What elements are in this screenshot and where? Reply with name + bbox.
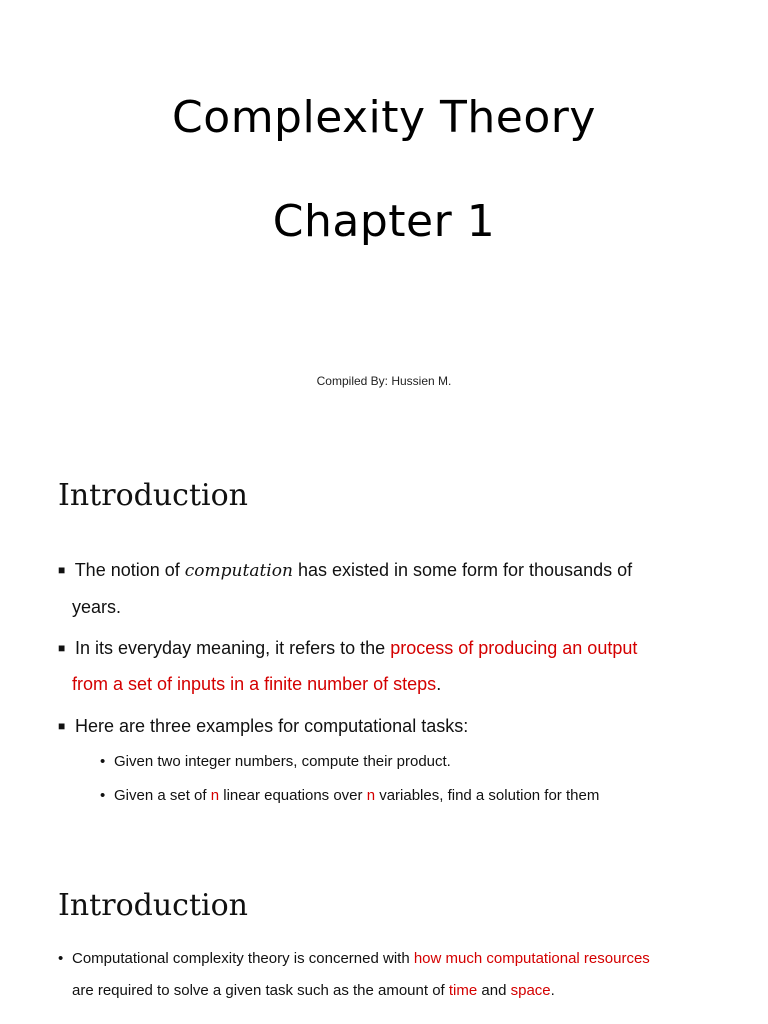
highlight-text: from a set of inputs in a finite number of steps [72, 674, 437, 694]
bullet-text: In its everyday meaning, it refers to the [75, 638, 386, 658]
bullet-complexity [58, 943, 718, 1007]
variable-n: n [366, 787, 376, 804]
variable-n: n [210, 787, 220, 804]
bullet-text: . [550, 982, 555, 999]
section-heading: Introduction [58, 478, 248, 513]
dot-bullet-icon: • [100, 753, 106, 770]
bullet-text: . [436, 674, 442, 694]
bullet-continuation [58, 975, 718, 1007]
bullet-text: has existed in some form for thousands of [297, 560, 633, 580]
square-bullet-icon: ■ [58, 641, 66, 655]
sub-bullet-text: linear equations over [223, 787, 363, 804]
bullet-continuation: years. [72, 597, 122, 617]
slide-subtitle: Chapter 1 [272, 196, 496, 247]
author-credit: Compiled By: Hussien M. [316, 374, 452, 388]
square-bullet-icon: ■ [58, 563, 66, 577]
resource-space: space [510, 982, 551, 999]
sub-bullet-text: Given two integer numbers, compute their product. [114, 753, 451, 770]
bullet-text: and [481, 982, 507, 999]
bullet-text: Here are three examples for computational tasks: [75, 716, 469, 736]
sub-bullet-text: Given a set of [114, 787, 207, 804]
bullet-text: Computational complexity theory is concerned with [72, 950, 410, 967]
dot-bullet-icon: • [58, 950, 64, 967]
resource-time: time [448, 982, 478, 999]
highlight-text: how much computational resources [413, 950, 650, 967]
bullet-text: The notion of [74, 560, 180, 580]
sub-bullet-text: variables, find a solution for them [379, 787, 600, 804]
highlight-text: process of producing an output [390, 638, 638, 658]
slide-title: Complexity Theory [172, 92, 596, 143]
dot-bullet-icon: • [100, 787, 106, 804]
bullet-text: are required to solve a given task such as the amount of [72, 982, 445, 999]
section-heading: Introduction [58, 888, 248, 923]
emphasis-term: computation [184, 561, 293, 581]
square-bullet-icon: ■ [58, 719, 66, 733]
